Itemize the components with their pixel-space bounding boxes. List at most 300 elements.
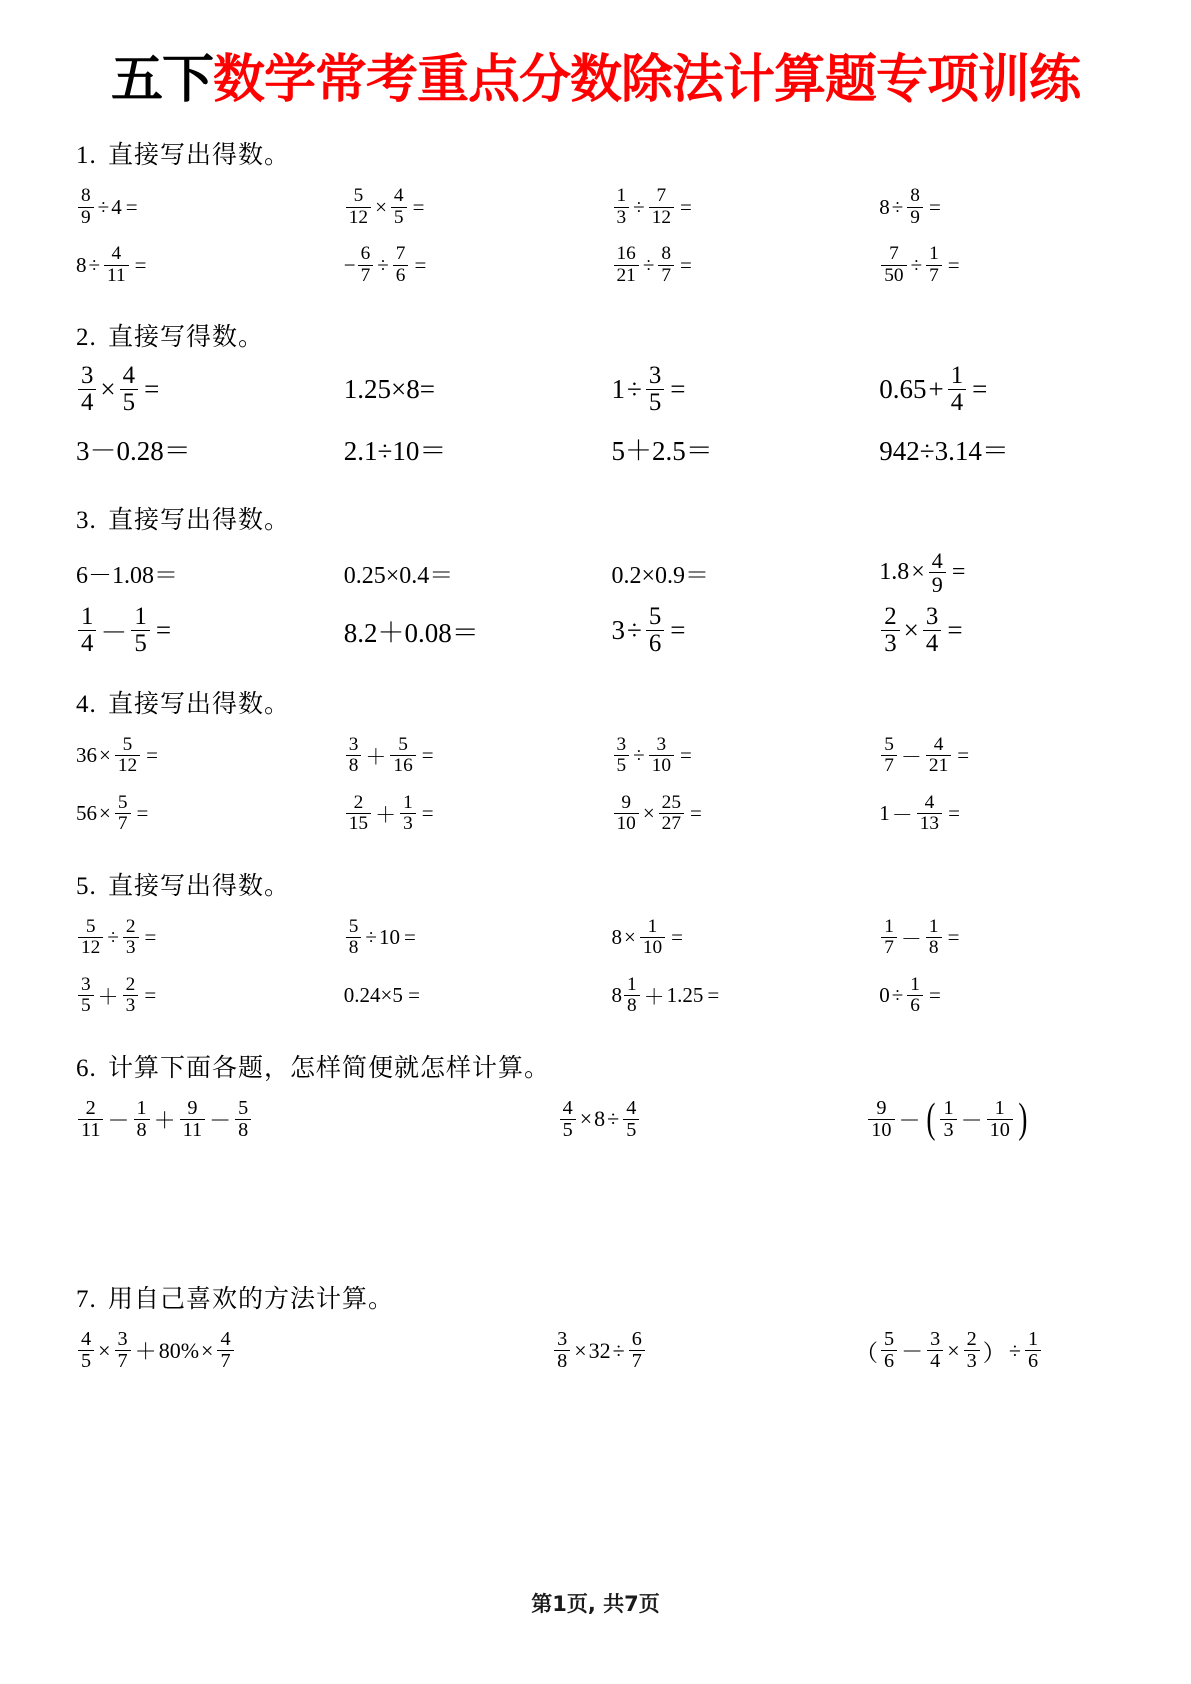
problem-item[interactable] [76,1098,425,1141]
fraction [393,244,409,286]
fraction-numerator: 6 [360,243,371,265]
equals-sign: = [134,252,147,277]
fraction [115,1329,131,1372]
fraction-denominator: 7 [217,1350,233,1372]
problem-item[interactable] [861,793,1129,835]
math-operator: ÷ [88,252,101,277]
fraction-numerator: 1 [647,915,658,937]
equals-sign: = [670,615,686,646]
fraction-denominator: 21 [614,265,639,286]
fraction [649,186,674,228]
problem-row [62,604,1129,657]
fraction-denominator: 4 [927,1350,943,1372]
equals-sign: = [136,801,149,825]
fraction-denominator: 5 [391,207,407,228]
math-term: 36 [76,743,97,767]
math-operator: ÷ [633,743,645,767]
fraction [78,604,96,657]
problem-item[interactable] [861,429,1129,468]
equals-sign: = [689,801,702,825]
math-operator: × [574,1337,587,1363]
fraction [926,917,942,959]
problem-item[interactable] [326,186,594,228]
fraction-numerator: 5 [238,1096,249,1119]
fraction-numerator: 5 [398,733,408,755]
section-heading-text: 用自己喜欢的方法计算。 [100,1285,395,1313]
math-operator: － [960,1107,983,1133]
fraction-denominator: 8 [926,937,942,958]
section-number: 2. [76,324,97,352]
fraction-denominator: 5 [614,755,630,776]
fraction-numerator: 1 [929,243,939,265]
fraction-denominator: 7 [926,265,942,286]
fraction-denominator: 8 [235,1119,251,1141]
fraction-denominator: 4 [923,630,941,657]
fraction-numerator: 5 [117,791,128,813]
fraction-denominator: 7 [115,813,131,834]
math-term: 1.25×8= [343,374,435,405]
equals-sign: = [671,925,683,949]
math-operator: ＋ [153,1107,176,1133]
equals-sign: = [146,743,158,767]
equals-sign: = [947,615,963,646]
problem-item[interactable] [76,244,326,286]
fraction-denominator: 5 [560,1119,576,1141]
math-operator: × [375,194,387,219]
math-term: 0.24×5 = [343,983,420,1007]
problem-row [62,181,1129,233]
math-term: 3 [611,615,625,646]
answer-work-space [62,1372,1129,1458]
equals-sign: = [680,194,692,219]
math-operator: ÷ [377,252,389,277]
fraction-denominator: 5 [623,1119,639,1141]
fraction-denominator: 6 [393,265,409,286]
fraction-numerator: 4 [562,1096,573,1119]
math-term: 1.25 [666,983,704,1007]
fraction-numerator: 3 [648,362,662,390]
fraction-numerator: 4 [924,791,935,813]
fraction-numerator: 5 [353,185,364,207]
problem-item[interactable] [76,735,326,777]
problem-item[interactable] [594,735,862,777]
fraction-denominator: 4 [78,630,96,657]
fraction-numerator: 1 [943,1096,954,1119]
math-operator: × [100,374,116,405]
math-operator: ÷ [633,194,645,219]
equals-sign: = [680,252,692,277]
math-operator: × [579,1106,593,1132]
problem-item[interactable] [76,917,326,959]
math-term: 942÷3.14＝ [879,435,1009,466]
math-operator: × [98,1337,111,1363]
fraction-numerator: 1 [994,1096,1005,1119]
section-heading-text: 直接写出得数。 [100,507,291,535]
fraction-denominator: 11 [180,1119,205,1141]
math-operator: ＋ [97,984,119,1009]
fraction [358,244,374,286]
equals-sign: = [707,983,720,1007]
fraction-denominator: 9 [907,207,923,228]
math-operator: ÷ [1008,1337,1021,1363]
fraction-denominator: 10 [649,755,674,776]
fraction-numerator: 1 [81,603,94,631]
problem-item[interactable] [326,244,594,286]
fraction [346,735,362,777]
math-term: 10 [378,925,400,949]
fraction-numerator: 9 [187,1096,198,1119]
fraction-denominator: 9 [78,207,94,228]
section-heading-text: 直接写出得数。 [100,690,291,718]
fraction [390,735,415,777]
fraction [881,1329,897,1372]
fraction-denominator: 16 [390,755,415,776]
problem-row [62,363,1129,416]
problem-item[interactable] [861,735,1129,777]
fraction [78,1098,103,1141]
fraction [400,793,416,835]
section-number: 4. [76,690,97,718]
problem-item[interactable] [594,555,862,590]
fraction-numerator: 7 [656,185,667,207]
fraction-denominator: 21 [926,755,951,776]
fraction-numerator: 1 [1027,1327,1039,1350]
fraction [78,917,103,959]
parenthesis: ） [982,1339,1006,1366]
math-operator: × [642,801,655,825]
fraction-numerator: 7 [395,243,406,265]
problem-item[interactable] [326,983,594,1008]
fraction [659,793,684,835]
fraction-denominator: 7 [881,937,897,958]
fraction-denominator: 8 [624,995,640,1016]
problem-item[interactable] [76,975,326,1017]
problem-item[interactable] [594,793,862,835]
math-operator: ＋ [134,1339,157,1365]
problem-item[interactable] [861,917,1129,959]
section-heading-7 [76,1279,1129,1315]
problem-item[interactable] [594,917,862,959]
fraction-denominator: 12 [78,937,103,958]
fraction-numerator: 1 [884,915,894,937]
fraction-numerator: 2 [353,791,364,813]
fraction-numerator: 1 [134,603,147,631]
parenthesis: ) [1018,1095,1028,1142]
fraction-numerator: 4 [220,1327,231,1350]
fraction-numerator: 1 [950,362,964,390]
equals-sign: = [421,743,434,767]
fraction-denominator: 12 [346,207,371,228]
problem-row [62,912,1129,964]
section-heading-6 [76,1048,1129,1084]
fraction-denominator: 10 [987,1119,1013,1141]
equals-sign: = [125,194,138,219]
section-number: 7. [76,1285,97,1313]
equals-sign: = [947,252,960,277]
problem-item[interactable] [326,429,594,468]
fraction-numerator: 8 [81,185,91,207]
problem-item[interactable] [861,604,1129,657]
parenthesis: （ [854,1339,878,1366]
fraction-numerator: 3 [930,1327,941,1350]
fraction [948,363,966,416]
math-term: 8.2＋0.08＝ [343,618,479,649]
fraction [614,244,639,286]
fraction [560,1098,576,1141]
math-term: 1 [611,374,625,405]
fraction-numerator: 3 [348,733,359,755]
fraction-numerator: 2 [125,973,136,995]
fraction [907,975,923,1017]
problem-item[interactable] [76,1329,425,1372]
fraction-denominator: 4 [78,389,96,416]
fraction-denominator: 13 [917,813,942,834]
page-title [62,0,1129,109]
problem-item[interactable] [594,975,862,1017]
fraction-denominator: 6 [907,995,923,1016]
problem-item[interactable] [425,1098,774,1141]
problem-item[interactable] [861,186,1129,228]
math-operator: ÷ [891,983,904,1007]
fraction [115,793,131,835]
problem-item[interactable] [594,429,862,468]
fraction [346,793,371,835]
math-operator: － [100,618,128,649]
problem-item[interactable] [326,917,594,959]
equals-sign: = [972,374,988,405]
problem-item[interactable] [326,735,594,777]
section-heading-text: 直接写出得数。 [100,142,291,170]
problem-item[interactable] [76,429,326,468]
fraction-numerator: 2 [125,915,136,937]
fraction-denominator: 5 [78,995,94,1016]
fraction [120,363,138,416]
problem-item[interactable] [326,611,594,650]
problem-item[interactable] [326,555,594,590]
math-operator: ＋ [365,744,387,769]
fraction-numerator: 5 [648,603,662,631]
fraction [987,1098,1013,1141]
answer-work-space [62,1141,1129,1253]
problem-item[interactable] [76,363,326,416]
equals-sign: = [144,925,157,949]
math-term: − [343,252,356,277]
math-operator: × [99,801,111,825]
fraction [926,735,951,777]
fraction-numerator: 2 [85,1096,96,1119]
fraction [658,244,674,286]
math-operator: × [911,558,925,585]
problem-item[interactable] [861,549,1129,596]
math-operator: × [624,925,636,949]
problem-item[interactable] [594,186,862,228]
fraction-numerator: 1 [616,185,627,207]
fraction-denominator: 7 [358,265,374,286]
sections-container [62,135,1129,1458]
fraction [554,1329,570,1372]
math-term: 8 [76,252,87,277]
fraction-numerator: 5 [348,915,359,937]
problem-item[interactable] [774,1095,1123,1142]
fraction-numerator: 5 [883,1327,895,1350]
fraction [391,186,407,228]
fraction [235,1098,251,1141]
fraction [940,1098,956,1141]
equals-sign: = [948,801,960,825]
fraction-numerator: 1 [627,973,637,995]
fraction-denominator: 12 [649,207,674,228]
math-term: 0.2×0.9＝ [611,562,710,589]
fraction-numerator: 4 [393,185,404,207]
fraction-denominator: 6 [1025,1350,1041,1372]
fraction-numerator: 7 [889,243,899,265]
fraction-numerator: 25 [661,791,681,813]
math-term: 8 [594,1106,606,1132]
fraction-denominator: 8 [346,937,362,958]
math-term: 6－1.08＝ [76,562,178,589]
math-operator: + [928,374,944,405]
math-operator: × [99,743,111,767]
math-term: 4 [111,194,122,219]
problem-item[interactable] [326,374,594,405]
fraction-numerator: 2 [966,1327,977,1350]
problem-item[interactable] [594,363,862,416]
equals-sign: = [951,558,966,585]
fraction [123,975,139,1017]
fraction [131,604,149,657]
fraction [926,244,942,286]
fraction-denominator: 11 [78,1119,103,1141]
math-operator: ＋ [375,802,397,827]
problem-row [62,239,1129,291]
math-operator: ÷ [627,615,642,646]
fraction-numerator: 5 [884,733,894,755]
math-term: 0.25×0.4＝ [343,562,454,589]
problem-item[interactable] [774,1329,1123,1372]
fraction-denominator: 5 [120,389,138,416]
fraction [78,186,94,228]
fraction [646,363,664,416]
math-operator: ÷ [365,925,377,949]
problem-item[interactable] [76,604,326,657]
problem-item[interactable] [76,793,326,835]
section-heading-1 [76,135,1129,171]
fraction-numerator: 4 [626,1096,637,1119]
fraction [881,244,906,286]
math-term: 3－0.28＝ [76,435,191,466]
fraction-denominator: 9 [929,572,946,596]
math-operator: ＋ [643,984,665,1009]
section-heading-text: 直接写出得数。 [100,872,291,900]
equals-sign: = [421,801,434,825]
fraction [614,735,630,777]
problem-item[interactable] [76,555,326,590]
fraction-denominator: 3 [123,937,139,958]
problem-item[interactable] [76,186,326,228]
fraction [346,186,371,228]
fraction [104,244,129,286]
problem-row [62,546,1129,598]
fraction [78,1329,94,1372]
fraction [907,186,923,228]
equals-sign: = [144,983,157,1007]
fraction-numerator: 1 [403,791,413,813]
fraction-numerator: 4 [81,1327,92,1350]
title-grade-prefix: 五下 [110,50,213,110]
math-operator: ÷ [612,1337,625,1363]
fraction-numerator: 5 [85,915,96,937]
fraction-denominator: 10 [640,937,665,958]
fraction-denominator: 50 [881,265,906,286]
problem-item[interactable] [594,604,862,657]
fraction [115,735,140,777]
fraction-denominator: 3 [400,813,416,834]
fraction-numerator: 4 [931,547,943,573]
fraction-denominator: 4 [948,389,966,416]
fraction [646,604,664,657]
problem-row [62,970,1129,1022]
section-heading-4 [76,684,1129,720]
problem-item[interactable] [861,363,1129,416]
fraction-numerator: 9 [876,1096,887,1119]
math-operator: － [209,1107,232,1133]
section-heading-3 [76,500,1129,536]
math-term: 5＋2.5＝ [611,435,713,466]
fraction-denominator: 8 [134,1119,150,1141]
fraction-numerator: 4 [111,243,122,265]
fraction-numerator: 16 [616,243,636,265]
equals-sign: = [947,925,960,949]
fraction-denominator: 3 [940,1119,956,1141]
fraction-denominator: 3 [881,630,899,657]
problem-item[interactable] [861,975,1129,1017]
equals-sign: = [155,615,172,646]
fraction-denominator: 11 [104,265,129,286]
fraction [964,1329,980,1372]
math-operator: － [900,926,922,951]
fraction-numerator: 3 [656,733,667,755]
problem-row [62,422,1129,474]
fraction-numerator: 5 [122,733,133,755]
fraction-denominator: 3 [123,995,139,1016]
fraction-numerator: 1 [910,973,920,995]
fraction [123,917,139,959]
math-term: 0.65 [879,374,927,405]
fraction [629,1329,645,1372]
fraction-denominator: 6 [881,1350,897,1372]
fraction [346,917,362,959]
parenthesis: ( [925,1095,936,1142]
problem-row-wide [62,1329,1129,1372]
fraction-denominator: 8 [346,755,362,776]
math-operator: ÷ [97,194,110,219]
math-operator: － [891,802,913,827]
fraction-numerator: 3 [117,1327,128,1350]
math-operator: ÷ [107,925,119,949]
fraction-numerator: 8 [910,185,920,207]
section-heading-5 [76,866,1129,902]
problem-item[interactable] [326,793,594,835]
section-number: 6. [76,1054,97,1082]
problem-item[interactable] [594,244,862,286]
problem-item[interactable] [425,1329,774,1372]
section-heading-text: 计算下面各题，怎样简便就怎样计算。 [100,1054,551,1082]
fraction [78,975,94,1017]
problem-item[interactable] [861,244,1129,286]
math-operator: － [107,1107,130,1133]
section-number: 5. [76,872,97,900]
fraction-numerator: 3 [557,1327,568,1350]
